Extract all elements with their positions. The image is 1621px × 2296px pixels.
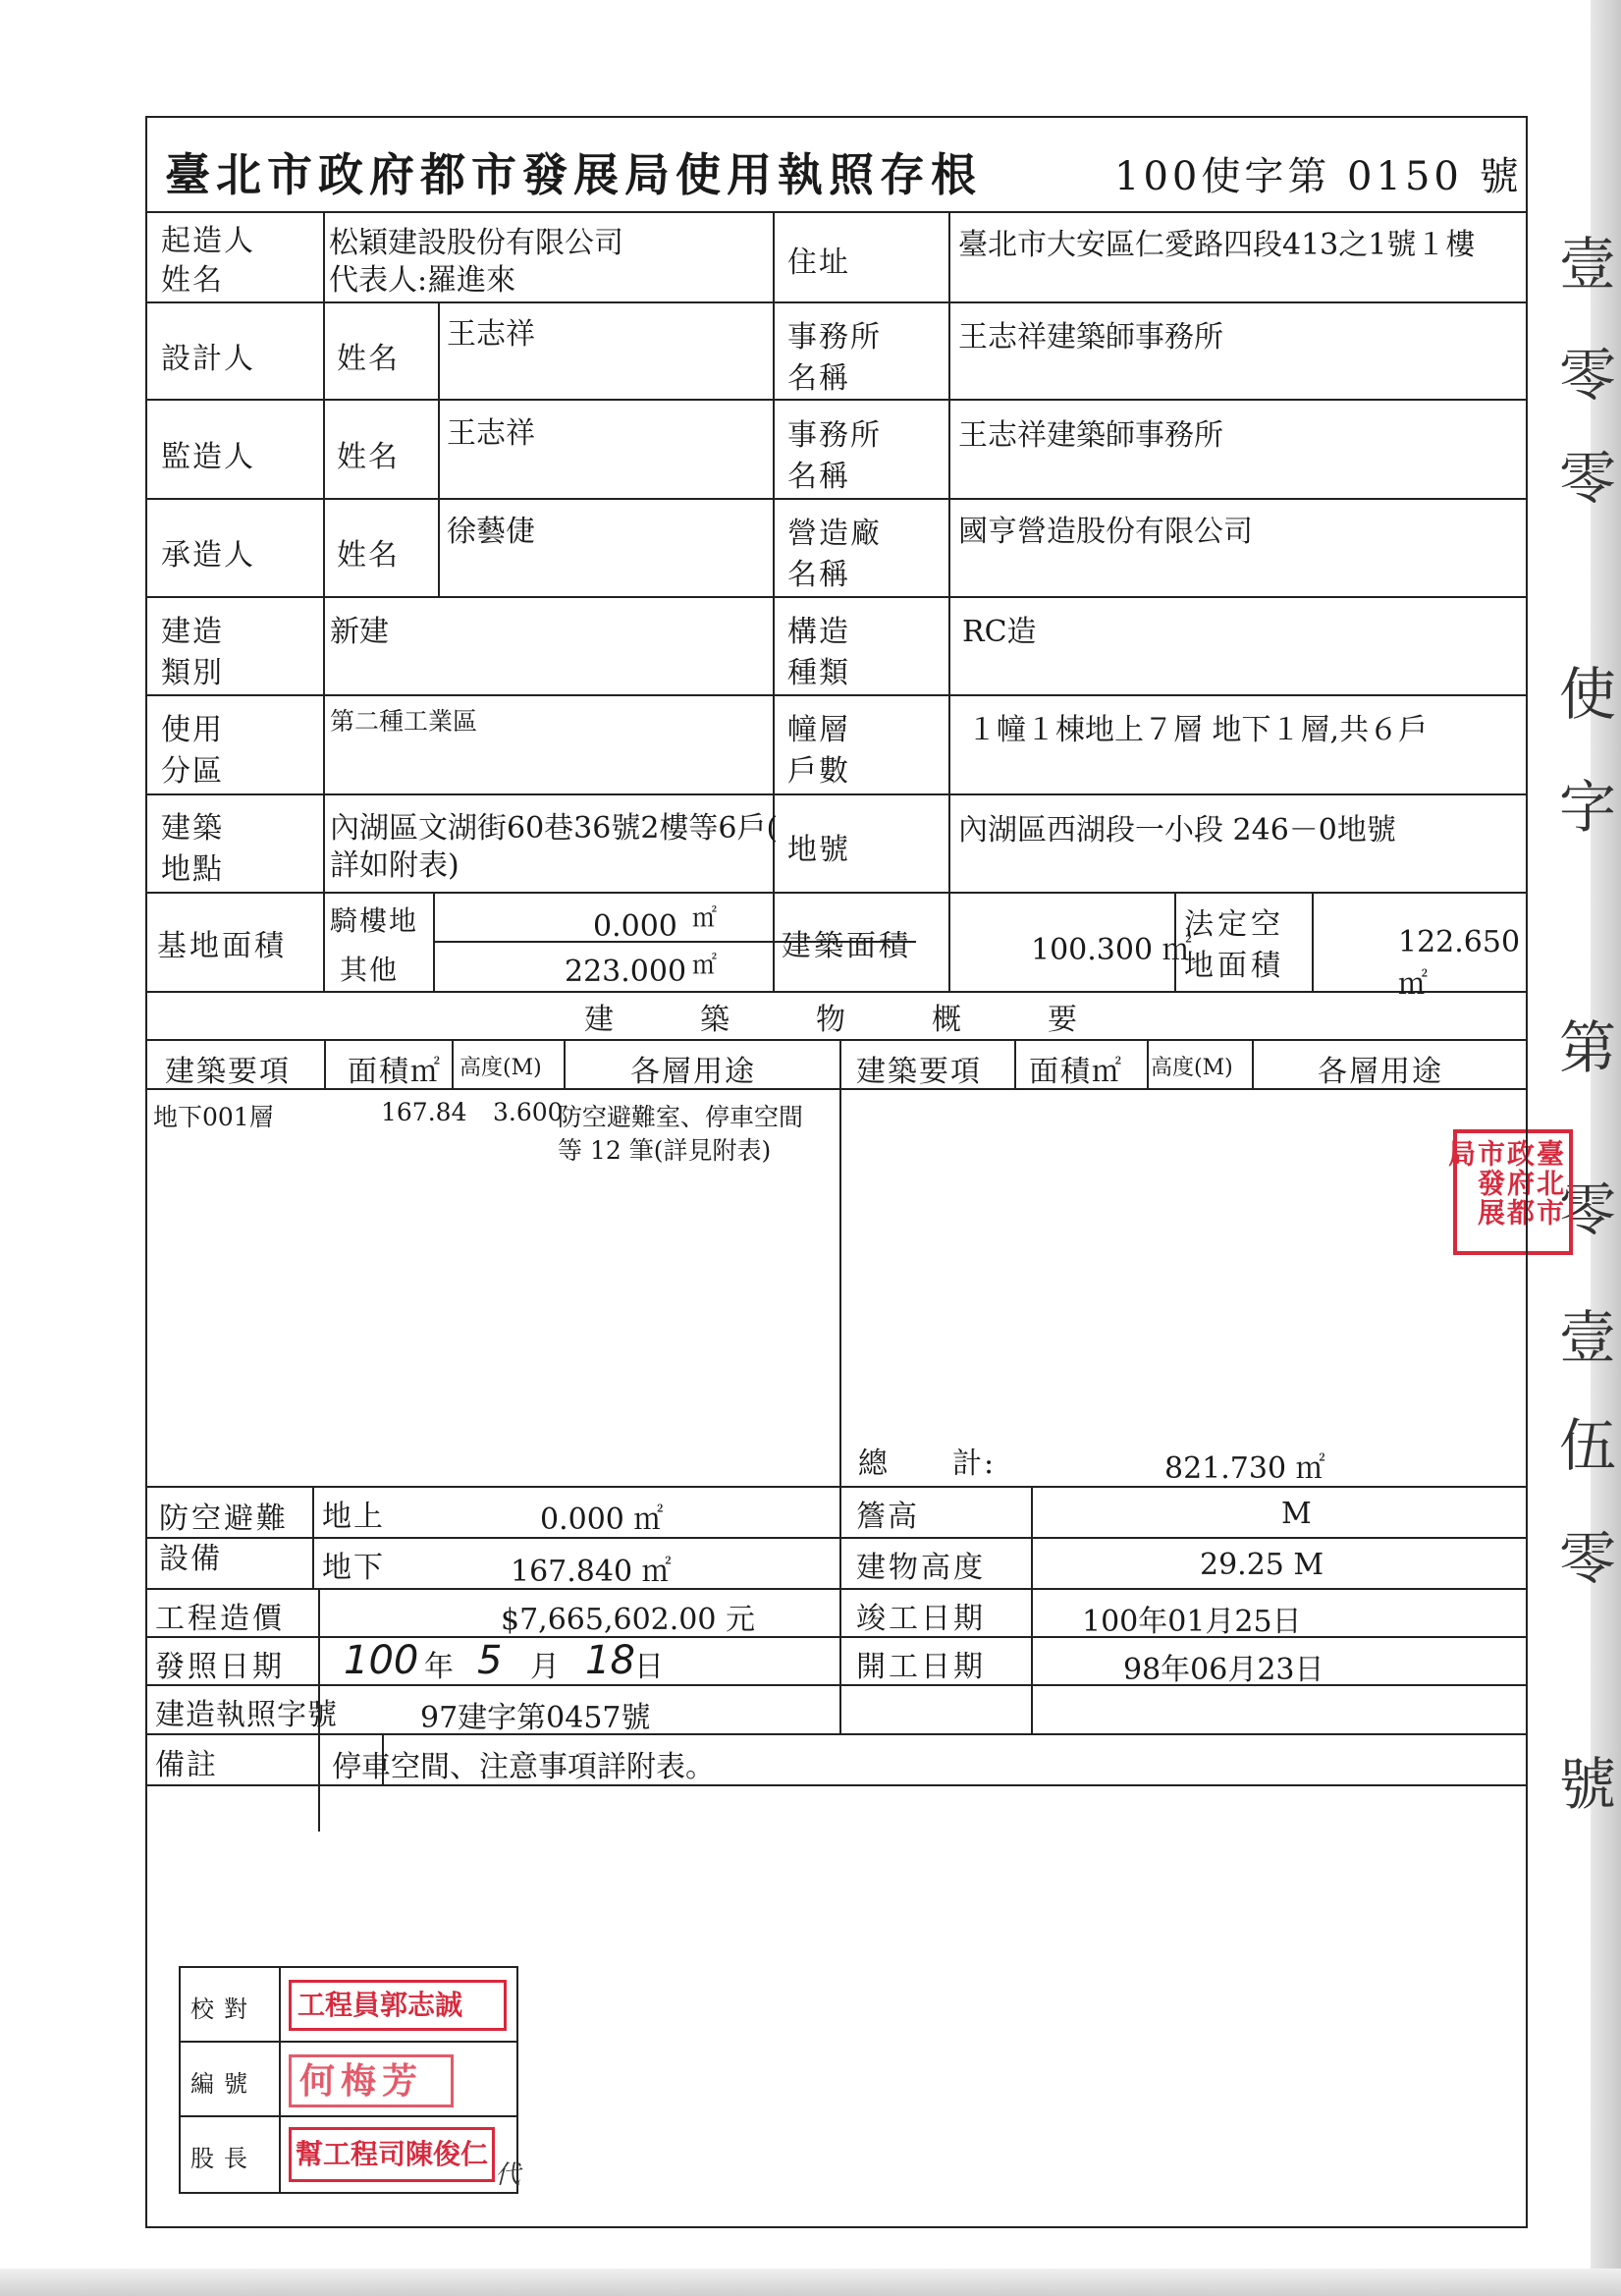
remarks-value: 停車空間、注意事項詳附表。 [332, 1750, 715, 1784]
shelter-equipment-label: 設備 [159, 1542, 222, 1576]
other-unit: ㎡ [692, 951, 718, 979]
lot-number: 內湖區西湖段一小段 246－0地號 [958, 813, 1396, 847]
numbering-stamp: 何梅芳 [289, 2054, 454, 2107]
unit-count-label: 戶數 [787, 754, 850, 789]
issue-year: 100 [344, 1638, 419, 1683]
construction-category-label: 類別 [161, 656, 224, 690]
margin-char: 使 [1559, 661, 1617, 728]
open-space-label: 法定空 [1184, 907, 1284, 942]
numbering-label: 編號 [190, 2070, 257, 2098]
signature-box [179, 1966, 521, 2194]
margin-char: 零 [1559, 1525, 1617, 1592]
building-height-label: 建物高度 [856, 1551, 986, 1585]
building-permit-label: 建造執照字號 [155, 1698, 338, 1732]
location-label: 建築 [161, 811, 224, 846]
overview-col-height-right: 高度(M) [1151, 1056, 1233, 1080]
building-area: 100.300 ㎡ [1031, 933, 1192, 967]
checker-stamp: 工程員郭志誠 [289, 1980, 507, 2031]
checker-label: 校對 [190, 1995, 257, 2023]
designer-label: 設計人 [161, 342, 255, 376]
shelter-below-value: 167.840 ㎡ [511, 1555, 672, 1589]
row-area: 167.84 [381, 1098, 467, 1126]
start-date-label: 開工日期 [856, 1650, 986, 1684]
arcade-label: 騎樓地 [330, 904, 419, 937]
overview-col-area: 面積㎡ [348, 1055, 442, 1089]
supervisor-name: 王志祥 [447, 416, 535, 451]
overview-col-area-right: 面積㎡ [1029, 1055, 1123, 1089]
structure-category-label: 種類 [787, 656, 850, 690]
cost-value: $7,665,602.00 元 [501, 1603, 756, 1637]
builder-representative: 代表人:羅進來 [329, 263, 516, 298]
construction-type-label: 建造 [161, 615, 224, 649]
margin-char: 零 [1559, 342, 1617, 409]
permit-number: 100使字第 0150 號 [1114, 154, 1523, 199]
structure-label: 構造 [787, 615, 850, 649]
building-permit-number: 97建字第0457號 [420, 1701, 651, 1735]
zoning-district-label: 分區 [161, 754, 224, 789]
builder-name: 松穎建設股份有限公司 [329, 226, 623, 260]
other-value: 223.000 [565, 955, 687, 989]
remarks-label: 備註 [155, 1748, 218, 1782]
row-item: 地下001層 [153, 1103, 274, 1131]
arcade-unit: ㎡ [692, 903, 718, 932]
construction-type: 新建 [330, 615, 389, 649]
issue-date-label: 發照日期 [155, 1650, 285, 1684]
overview-col-use-right: 各層用途 [1318, 1055, 1443, 1089]
supervisor-label: 監造人 [161, 440, 255, 474]
supervisor-name-label: 姓名 [337, 440, 400, 474]
designer-name: 王志祥 [447, 317, 535, 352]
completion-date-label: 竣工日期 [856, 1602, 986, 1636]
location-point-label: 地點 [161, 852, 224, 887]
zoning-value: 第二種工業區 [330, 707, 478, 736]
builder-address: 臺北市大安區仁愛路四段413之1號１樓 [958, 228, 1476, 262]
designer-office-name-label: 名稱 [787, 361, 850, 396]
permit-form [145, 116, 1528, 2228]
location-address-line2: 詳如附表) [330, 848, 459, 883]
overview-heading: 建築物概要 [584, 1003, 1163, 1037]
builder-name-label: 姓名 [161, 263, 224, 298]
issue-day-unit: 日 [634, 1650, 666, 1684]
row-use-line2: 等 12 筆(詳見附表) [558, 1136, 772, 1165]
shelter-above-label: 地上 [322, 1500, 385, 1534]
margin-char: 伍 [1559, 1412, 1617, 1479]
designer-name-label: 姓名 [337, 342, 400, 376]
lot-label: 地號 [787, 833, 850, 867]
eave-height-value: M [1281, 1497, 1312, 1531]
issue-month-unit: 月 [530, 1650, 562, 1684]
contractor-name-label: 姓名 [337, 538, 400, 573]
chief-label: 股長 [190, 2145, 257, 2172]
arcade-value: 0.000 [593, 909, 677, 944]
shelter-above-value: 0.000 ㎡ [540, 1503, 664, 1537]
overview-col-use: 各層用途 [630, 1055, 756, 1089]
open-space-area-label: 地面積 [1184, 949, 1284, 983]
other-label: 其他 [340, 954, 400, 986]
document-title: 臺北市政府都市發展局使用執照存根 [165, 148, 982, 201]
designer-office-label: 事務所 [787, 320, 882, 355]
structure-type: RC造 [962, 615, 1037, 649]
contractor-firm-label: 營造廠 [787, 517, 882, 551]
building-height-value: 29.25 M [1200, 1548, 1324, 1582]
supervisor-office-name-label: 名稱 [787, 460, 850, 494]
building-area-label: 建築面積 [782, 929, 911, 963]
site-area-label: 基地面積 [157, 929, 287, 963]
supervisor-office-label: 事務所 [787, 418, 882, 453]
margin-char: 字 [1559, 774, 1617, 841]
overview-col-height: 高度(M) [459, 1056, 542, 1080]
margin-char: 零 [1559, 1176, 1617, 1243]
contractor-label: 承造人 [161, 538, 255, 573]
margin-char: 壹 [1559, 231, 1617, 298]
contractor-name: 徐藝倢 [447, 515, 535, 549]
supervisor-office: 王志祥建築師事務所 [958, 418, 1223, 453]
designer-office: 王志祥建築師事務所 [958, 320, 1223, 355]
row-use-line1: 防空避難室、停車空間 [558, 1103, 804, 1131]
margin-char: 第 [1559, 1014, 1617, 1081]
location-address-line1: 內湖區文湖街60巷36號2樓等6戶( [330, 811, 779, 846]
issue-year-unit: 年 [424, 1650, 456, 1684]
page-bottom-shadow [0, 2269, 1621, 2296]
overview-col-item: 建築要項 [165, 1055, 291, 1089]
contractor-firm: 國亨營造股份有限公司 [958, 515, 1253, 549]
eave-height-label: 簷高 [856, 1500, 919, 1534]
cost-label: 工程造價 [155, 1602, 285, 1636]
overview-total-label: 總 計: [858, 1447, 997, 1481]
contractor-firm-name-label: 名稱 [787, 558, 850, 592]
shelter-label: 防空避難 [159, 1502, 289, 1536]
shelter-below-label: 地下 [322, 1551, 385, 1585]
start-date: 98年06月23日 [1123, 1653, 1324, 1687]
issue-day: 18 [585, 1638, 635, 1683]
overview-col-item-right: 建築要項 [856, 1055, 982, 1089]
issue-month: 5 [477, 1638, 503, 1683]
row-height: 3.600 [493, 1098, 564, 1126]
zoning-label: 使用 [161, 713, 224, 747]
chief-stamp: 幫工程司陳俊仁 [289, 2127, 495, 2182]
overview-total-value: 821.730 ㎡ [1164, 1451, 1325, 1486]
completion-date: 100年01月25日 [1082, 1605, 1302, 1639]
building-count: １幢１棟地上７層 地下１層,共６戶 [967, 713, 1429, 747]
margin-char: 號 [1559, 1751, 1617, 1818]
margin-char: 零 [1559, 445, 1617, 512]
address-label: 住址 [787, 246, 850, 280]
builder-label: 起造人 [161, 224, 255, 258]
margin-char: 壹 [1559, 1304, 1617, 1371]
seal-text: 臺北市政府都市發展局 [1444, 1139, 1565, 1228]
proxy-note: 代 [495, 2160, 521, 2190]
open-space-area: 122.650 ㎡ [1398, 925, 1521, 1002]
building-count-label: 幢層 [787, 713, 850, 747]
